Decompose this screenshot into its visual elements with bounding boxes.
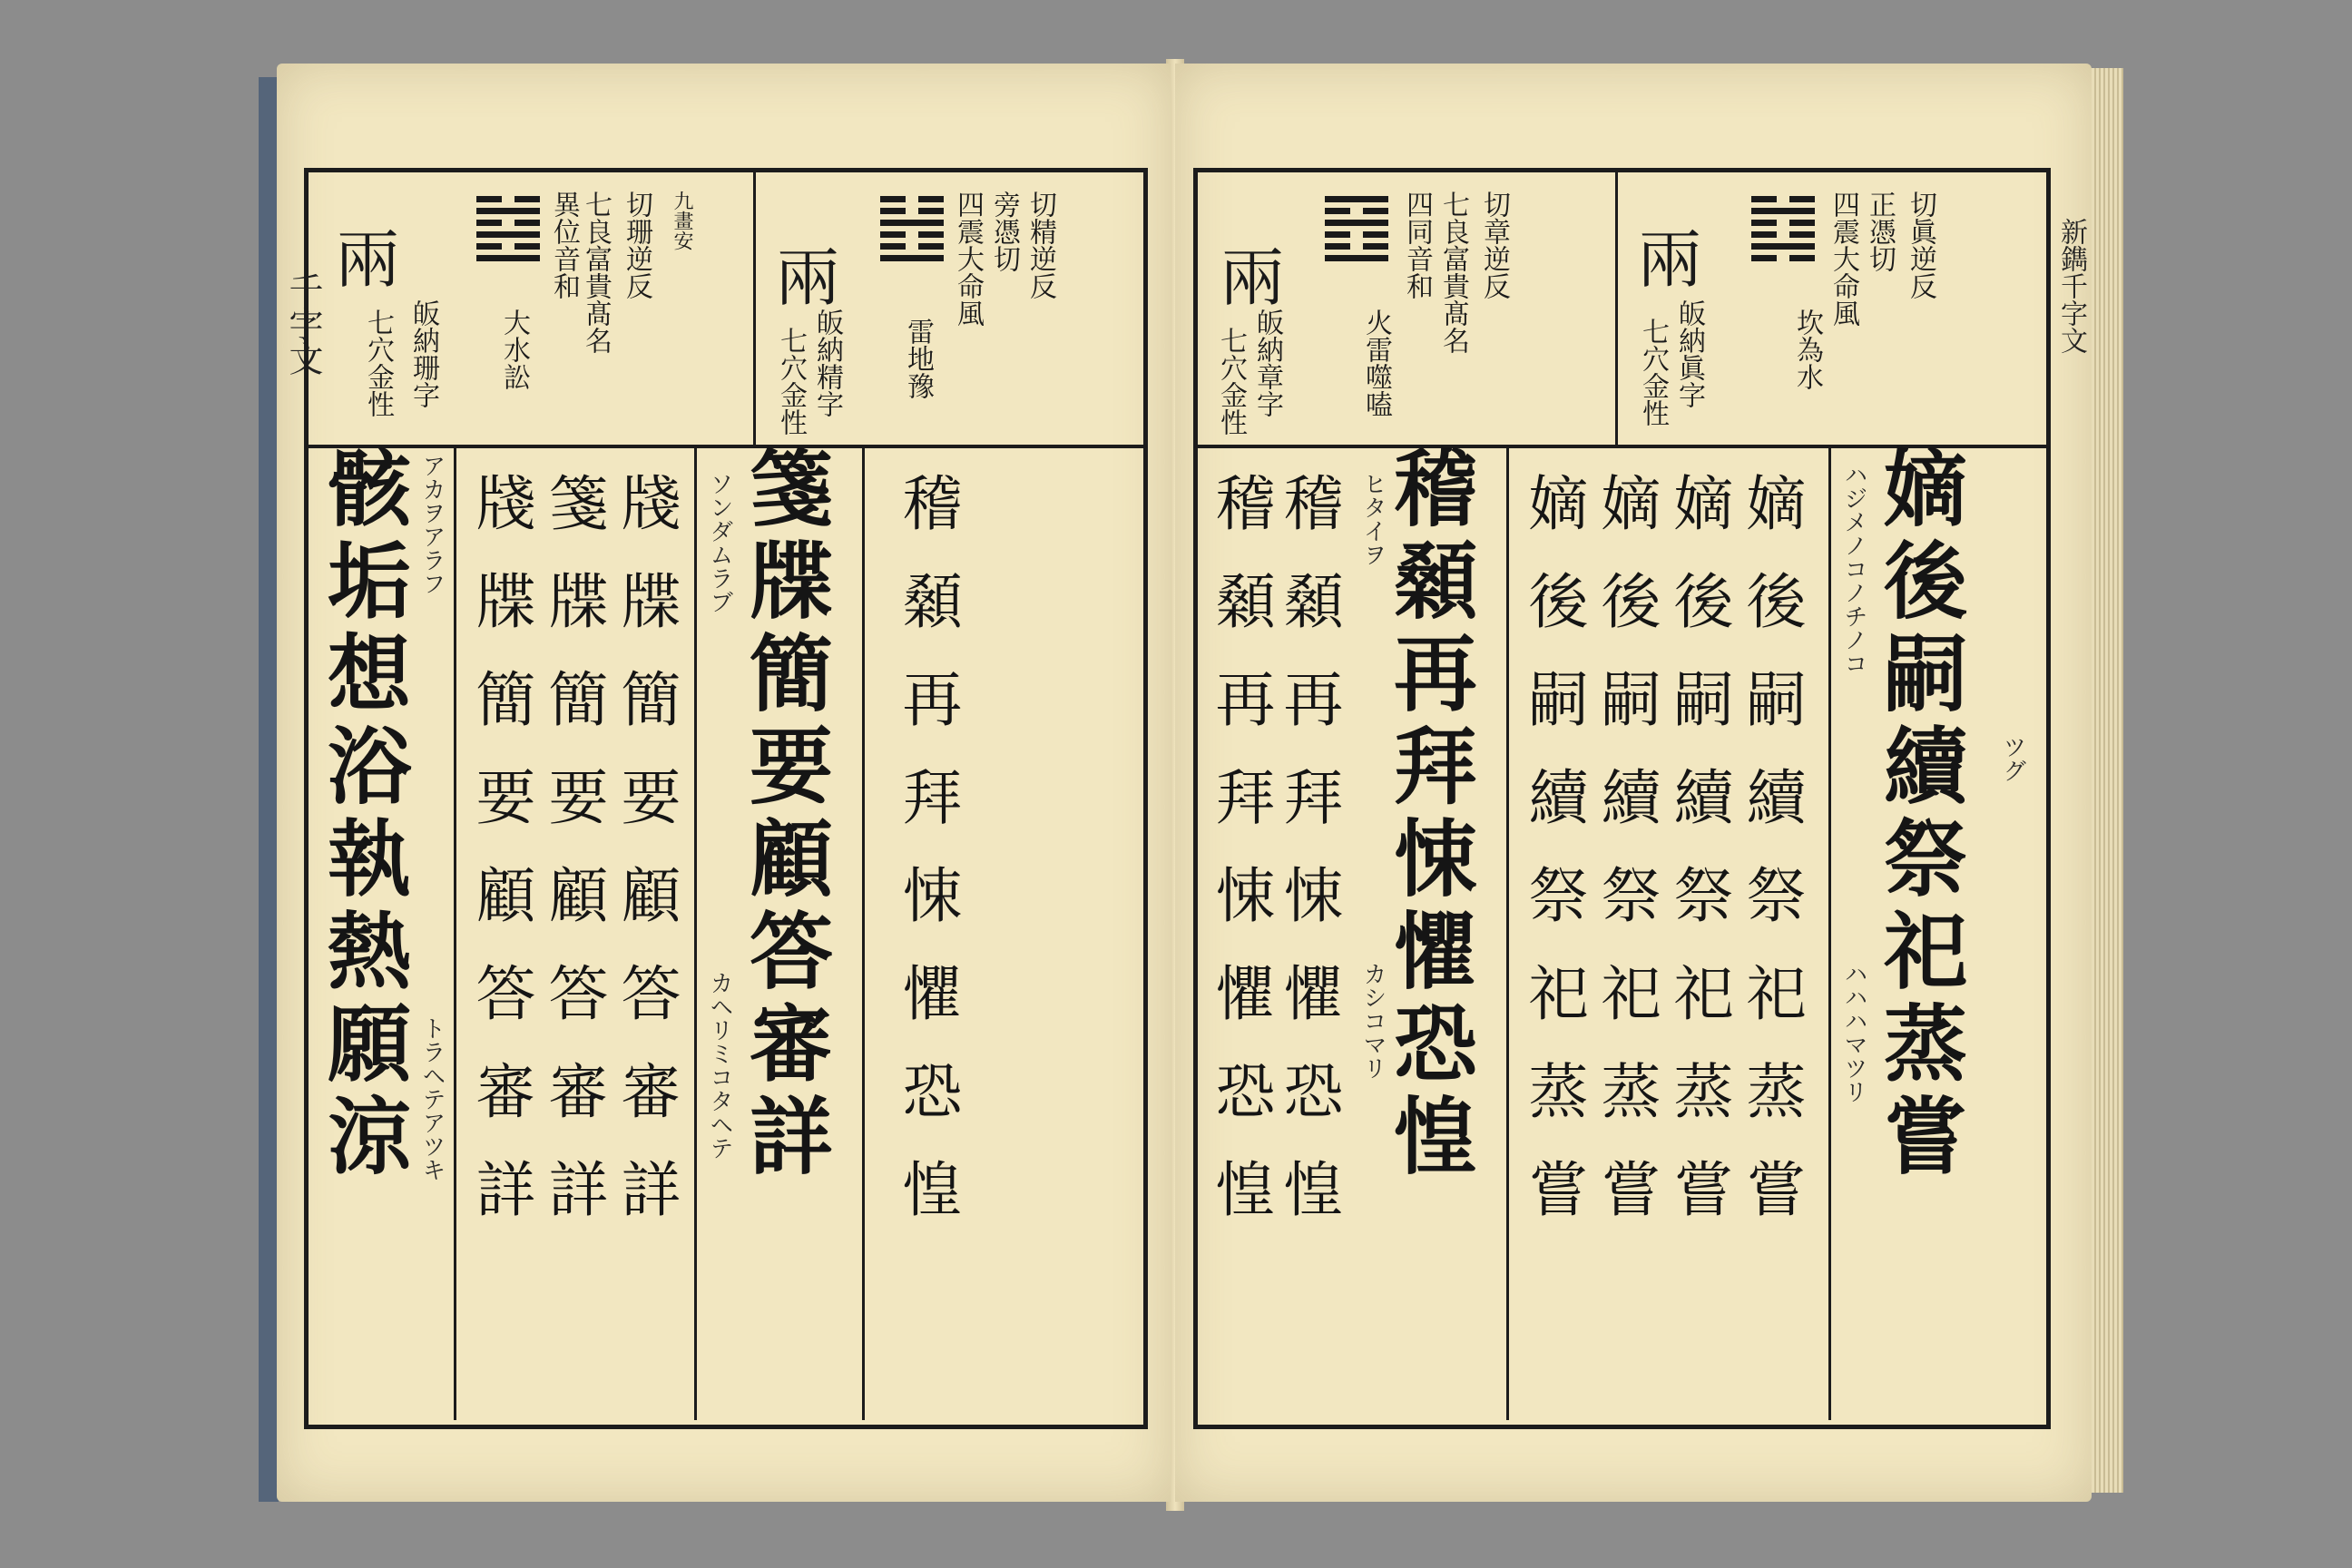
book-binding <box>259 77 279 1502</box>
header-gloss: 正憑切 <box>1864 191 1896 272</box>
right-header-band <box>1198 172 2046 448</box>
kana-gloss: カヘリミコタヘテ <box>706 971 733 1160</box>
text-column: 嫡後嗣續祭祀蒸嘗 <box>1518 472 1588 1256</box>
text-column: 嫡後嗣續祭祀蒸嘗 <box>1870 445 1968 1185</box>
text-column: 箋牒簡要顧答審詳 <box>538 472 608 1256</box>
kana-gloss: ヒタイヲ <box>1359 472 1387 566</box>
header-gloss: 坎為水 <box>1791 309 1823 390</box>
left-header-band <box>309 172 1143 448</box>
seal-character: 兩 <box>336 222 399 297</box>
header-line: 七穴金性 <box>1215 327 1247 436</box>
header-line: 七穴金性 <box>775 327 807 436</box>
header-gloss: 七良富貴髙名 <box>580 191 612 354</box>
header-gloss: 九畫安 <box>671 191 693 250</box>
right-header-cell-2 <box>1615 172 2042 445</box>
margin-title: 千字文 <box>283 272 323 376</box>
text-column: 稽顙再拜悚懼恐惶 <box>1380 445 1478 1185</box>
seal-character: 兩 <box>776 240 839 315</box>
page-edges <box>2087 68 2123 1493</box>
kana-gloss: ハハハマツリ <box>1840 962 1867 1103</box>
text-column: 嫡後嗣續祭祀蒸嘗 <box>1736 472 1806 1256</box>
text-column: 牋牒簡要顧答審詳 <box>611 472 681 1256</box>
seal-character: 兩 <box>1220 240 1284 315</box>
header-gloss: 四同音和 <box>1401 191 1433 299</box>
right-frame <box>1193 168 2051 1429</box>
header-gloss: 切眞逆反 <box>1905 191 1936 299</box>
header-gloss: 火雷噬嗑 <box>1360 309 1392 417</box>
text-column: 稽顙再拜悚懼恐惶 <box>1205 472 1275 1256</box>
header-gloss: 切精逆反 <box>1024 191 1056 299</box>
kana-gloss: ソンダムラブ <box>706 472 733 613</box>
header-line: 皈納精字 <box>811 309 843 417</box>
edge-label: 新鐫千字文 <box>2055 218 2087 354</box>
text-column: 嫡後嗣續祭祀蒸嘗 <box>1663 472 1733 1256</box>
header-gloss: 四震大命風 <box>1828 191 1859 327</box>
header-gloss: 旁憑切 <box>988 191 1020 272</box>
kana-gloss: ハジメノコノチノコ <box>1840 463 1867 675</box>
right-page <box>1175 64 2092 1502</box>
column-divider <box>454 445 456 1420</box>
text-column: 嫡後嗣續祭祀蒸嘗 <box>1591 472 1661 1256</box>
header-gloss: 七良富貴髙名 <box>1437 191 1469 354</box>
seal-character: 兩 <box>1638 222 1701 297</box>
trigram-icon <box>476 191 540 267</box>
kana-gloss: トラヘテアツキ <box>418 1016 446 1181</box>
left-page <box>277 64 1171 1502</box>
column-divider <box>1506 445 1509 1420</box>
kana-gloss: カシコマリ <box>1359 962 1387 1080</box>
header-gloss: 切珊逆反 <box>621 191 652 299</box>
left-frame <box>304 168 1148 1429</box>
trigram-icon <box>1325 191 1388 267</box>
left-header-cell-2 <box>753 172 1139 445</box>
text-column: 稽顙再拜悚懼恐惶 <box>1273 472 1343 1256</box>
trigram-icon <box>880 191 944 267</box>
open-book <box>259 50 2110 1511</box>
header-gloss: 雷地豫 <box>902 318 934 399</box>
kana-gloss: アカヲアラフ <box>418 454 446 595</box>
header-gloss: 四震大命風 <box>952 191 984 327</box>
header-gloss: 異位音和 <box>548 191 580 299</box>
text-column: 骸垢想浴執熱願涼 <box>314 445 412 1185</box>
column-divider <box>862 445 865 1420</box>
header-line: 七穴金性 <box>362 309 394 417</box>
column-divider <box>1828 445 1831 1420</box>
right-header-cell-1 <box>1198 172 1618 445</box>
text-column: 箋牒簡要顧答審詳 <box>736 445 834 1185</box>
text-column: 牋牒簡要顧答審詳 <box>466 472 535 1256</box>
header-gloss: 大水訟 <box>498 309 530 390</box>
trigram-icon <box>1751 191 1815 267</box>
header-line: 皈納章字 <box>1251 309 1283 417</box>
text-column: 稽顙再拜悚懼恐惶 <box>892 472 962 1256</box>
left-header-cell-1 <box>309 172 756 445</box>
kana-gloss: ツグ <box>1999 735 2026 782</box>
header-line: 七穴金性 <box>1637 318 1669 426</box>
header-line: 皈納眞字 <box>1673 299 1705 408</box>
column-divider <box>694 445 697 1420</box>
header-gloss: 切章逆反 <box>1478 191 1510 299</box>
header-line: 皈納珊字 <box>407 299 439 408</box>
